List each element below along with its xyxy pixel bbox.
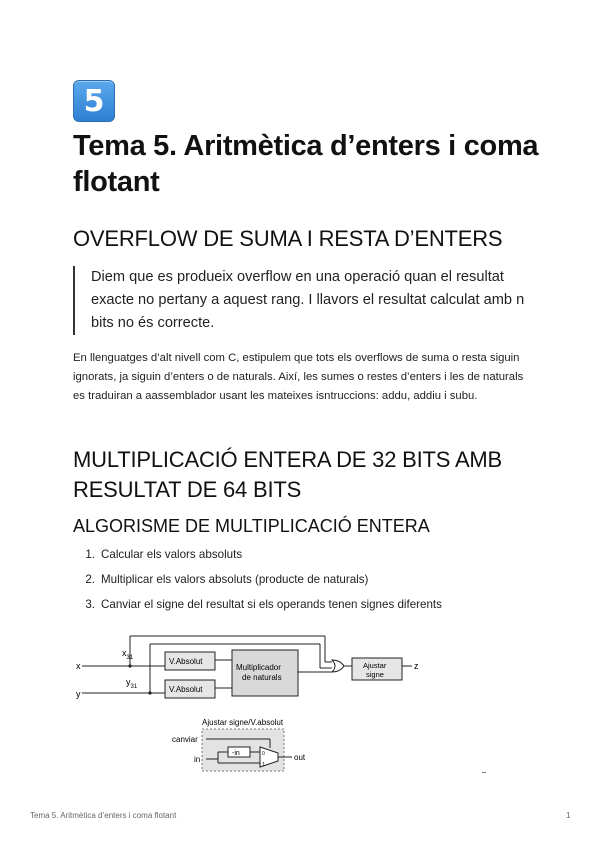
neg-label: -in	[232, 750, 240, 757]
list-item	[73, 570, 533, 595]
list-number: 1.	[85, 548, 95, 561]
algorithm-steps	[73, 545, 533, 620]
number-five-icon: 5	[73, 80, 115, 122]
list-text: Canviar el signe del resultat si els operands tenen signes diferents	[101, 598, 442, 611]
list-item	[73, 595, 533, 620]
vabs-label-2: V.Absolut	[169, 685, 203, 694]
list-text: Calcular els valors absoluts	[101, 548, 243, 561]
page-number: 1	[566, 811, 571, 820]
mux-0-label: 0	[262, 751, 265, 757]
adjust-sign-diagram	[160, 715, 320, 775]
vabs-label-1: V.Absolut	[169, 657, 203, 666]
list-item	[73, 545, 533, 570]
multiplier-label-1: Multiplicador	[236, 663, 281, 672]
adjust-title: Ajustar signe/V.absolut	[202, 718, 284, 727]
list-number: 2.	[85, 573, 95, 586]
overflow-quote: Diem que es produeix overflow en una operació quan el resultat exacte no pertany a aquest rang. I llavors el resultat calculat amb n bits no és correcte.	[73, 266, 531, 335]
heading-overflow: OVERFLOW DE SUMA I RESTA D’ENTERS	[73, 226, 503, 251]
list-text: Multiplicar els valors absoluts (producte de naturals)	[101, 573, 369, 586]
mux-1-label: 1	[262, 762, 265, 768]
input-y-label: y	[76, 689, 81, 699]
multiplier-label-2: de naturals	[242, 673, 282, 682]
in-label: in	[194, 755, 201, 764]
heading-multiplication: MULTIPLICACIÓ ENTERA DE 32 BITS AMB RESULTAT DE 64 BITS	[73, 447, 503, 502]
out-label: out	[294, 753, 306, 762]
y31-label: $y_{31}$	[126, 677, 138, 690]
x31-label: $x_{31}$	[122, 648, 134, 661]
footer-title: Tema 5. Aritmètica d’enters i coma flotant	[30, 811, 177, 820]
adjust-label-2: signe	[366, 670, 384, 679]
adjust-label-1: Ajustar	[363, 661, 387, 670]
output-z-label: z	[414, 661, 419, 671]
heading-algorithm: ALGORISME DE MULTIPLICACIÓ ENTERA	[73, 516, 430, 536]
input-x-label: x	[76, 661, 81, 671]
canviar-label: canviar	[172, 735, 198, 744]
stray-mark	[482, 772, 486, 773]
overflow-paragraph: En llenguatges d’alt nivell com C, estipulem que tots els overflows de suma o resta siguin ignorats, ja siguin d’enters o de naturals. Així, les sumes o restes d’enters i les de naturals es traduiran a aassemblador usant les mateixes isntruccions: addu, addiu i subu.	[73, 352, 524, 402]
list-number: 3.	[85, 598, 95, 611]
page-title: Tema 5. Aritmètica d’enters i coma flotant	[73, 130, 539, 198]
